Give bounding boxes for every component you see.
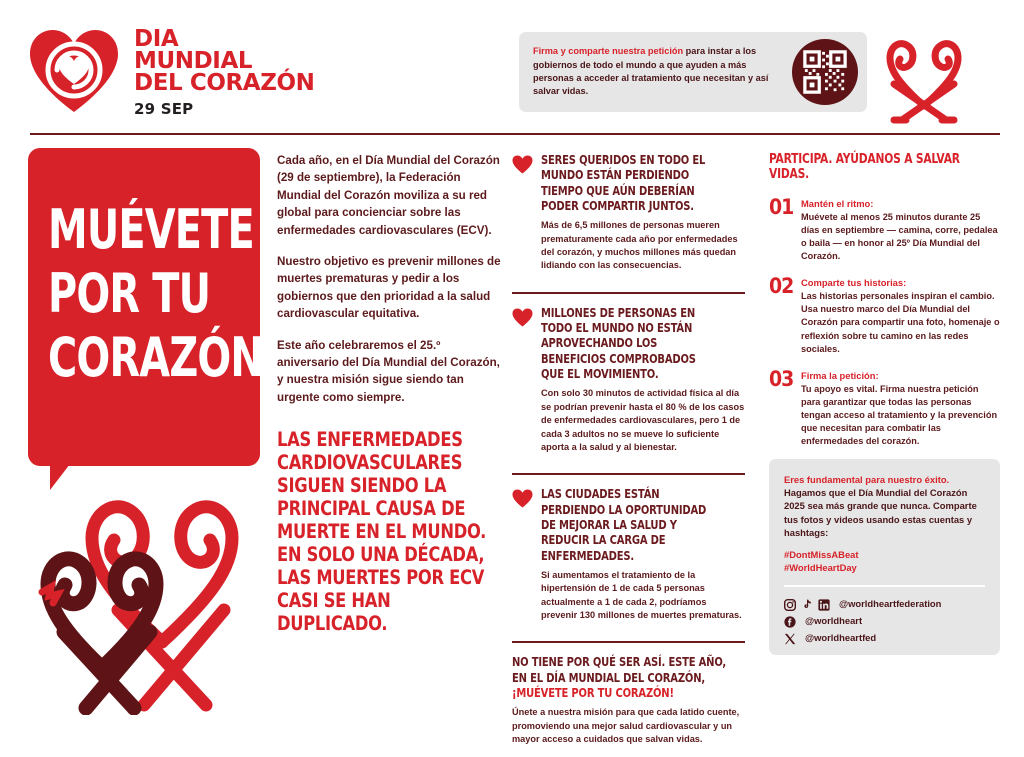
step-item xyxy=(769,274,1000,356)
bubble-tail xyxy=(50,464,70,490)
fact-divider xyxy=(512,473,745,475)
petition-banner[interactable] xyxy=(519,32,867,112)
social-handle[interactable]: @worldheartfed xyxy=(805,632,877,644)
logo-line-2: MUNDIAL xyxy=(134,48,253,74)
brand-logo xyxy=(28,24,315,118)
heart-icon xyxy=(512,155,533,174)
linkedin-icon[interactable] xyxy=(818,598,830,610)
step-number: 02 xyxy=(769,274,794,299)
social-handle[interactable]: @worldheart xyxy=(805,615,863,627)
intro-headline: LAS ENFERMEDADES CARDIOVASCULARES SIGUEN SIENDO LA PRINCIPAL CAUSA DE MUERTE EN EL MUNDO. EN SOLO UNA DÉCADA, LAS MUERTES POR ECV CASI SE HAN DUPLICADO. xyxy=(277,428,487,636)
heart-icon xyxy=(512,308,533,327)
facts-column xyxy=(512,152,745,757)
fact-divider xyxy=(512,292,745,294)
fact-item xyxy=(512,486,745,632)
share-lead: Eres fundamental para nuestro éxito. xyxy=(784,474,950,485)
fact-body: Más de 6,5 millones de personas mueren prematuramente cada año por enfermedades del corazón, y muchos millones más quedan lidiando con las consecuencias. xyxy=(541,220,738,271)
step-item xyxy=(769,367,1000,449)
fact-item xyxy=(512,305,745,465)
fact-heading: MILLONES DE PERSONAS EN TODO EL MUNDO NO ESTÁN APROVECHANDO LOS BENEFICIOS COMPROBADOS QUE EL MOVIMIENTO. xyxy=(541,304,696,381)
step-text: Las historias personales inspiran el cambio. Usa nuestro marco del Día Mundial del Corazón para compartir una foto, homenaje o reflexión sobre tu camino en las redes sociales. xyxy=(801,291,1000,354)
logo-line-3: DEL CORAZÓN xyxy=(134,70,315,96)
instagram-icon[interactable] xyxy=(784,598,796,610)
double-heart-scribble-icon xyxy=(872,28,976,128)
fact-body: Si aumentamos el tratamiento de la hipertensión de 1 de cada 5 personas actualmente a 1 de cada 2, podríamos prevenir 130 millones de muertes prematuras. xyxy=(541,569,742,621)
fact-item xyxy=(512,152,745,283)
closing-heading xyxy=(512,654,744,700)
intro-column xyxy=(277,152,505,635)
intro-paragraph-3: Este año celebraremos el 25.º aniversario del Día Mundial del Corazón, y nuestra misión sigue siendo tan urgente como siempre. xyxy=(277,338,500,404)
step-number: 01 xyxy=(769,195,794,219)
page-header xyxy=(0,0,1024,134)
x-twitter-icon[interactable] xyxy=(784,632,796,644)
step-text: Tu apoyo es vital. Firma nuestra petición para garantizar que todas las personas tengan acceso al tratamiento y la prevención que necesitan para combatir las enfermedades del corazón. xyxy=(801,383,998,447)
bubble-headline: MUÉVETE POR TU CORAZÓN xyxy=(48,198,263,389)
facebook-icon[interactable] xyxy=(784,615,796,627)
fact-heading: SERES QUERIDOS EN TODO EL MUNDO ESTÁN PERDIENDO TIEMPO QUE AÚN DEBERÍAN PODER COMPARTIR JUNTOS. xyxy=(541,152,706,213)
header-divider xyxy=(30,133,1000,135)
social-row[interactable] xyxy=(784,632,985,644)
step-heading: Mantén el ritmo: xyxy=(801,198,874,209)
closing-heading-plain: NO TIENE POR QUÉ SER ASÍ. ESTE AÑO, EN EL DÍA MUNDIAL DEL CORAZÓN, xyxy=(512,654,727,685)
hashtag-dontmissabeat[interactable]: #DontMissABeat xyxy=(784,549,859,561)
fact-heading: LAS CIUDADES ESTÁN PERDIENDO LA OPORTUNIDAD DE MEJORAR LA SALUD Y REDUCIR LA CARGA DE ENFERMEDADES. xyxy=(541,486,707,563)
social-row[interactable] xyxy=(784,615,985,627)
intro-paragraph-2: Nuestro objetivo es prevenir millones de muertes prematuras y pedir a los gobiernos que den prioridad a la salud cardiovascular equitativa. xyxy=(277,255,501,321)
step-text: Muévete al menos 25 minutos durante 25 días en septiembre — camina, corre, pedalea o baila — en honor al 25º Día Mundial del Corazón. xyxy=(801,211,998,262)
step-heading: Comparte tus historias: xyxy=(801,277,907,289)
social-row[interactable] xyxy=(784,598,985,610)
fact-divider xyxy=(512,641,745,643)
petition-text xyxy=(519,45,792,99)
logo-date: 29 SEP xyxy=(134,100,194,118)
social-handle[interactable]: @worldheartfederation xyxy=(839,598,942,610)
qr-code-icon[interactable] xyxy=(792,39,858,105)
fact-body: Con solo 30 minutos de actividad física al día se podrían prevenir hasta el 80 % de los casos de enfermedades cardiovasculares, pero 1 de cada 3 adultos no se mueve lo suficiente aporta a la salud y al bienestar. xyxy=(541,388,745,452)
petition-lead: Firma y comparte nuestra petición xyxy=(533,46,684,57)
two-people-hearts-icon xyxy=(34,490,260,715)
hashtag-worldheartday[interactable]: #WorldHeartDay xyxy=(784,562,857,574)
tiktok-icon[interactable] xyxy=(801,598,813,610)
heart-icon xyxy=(512,489,533,508)
speech-bubble xyxy=(28,148,263,466)
closing-body: Únete a nuestra misión para que cada latido cuente, promoviendo una mejor salud cardiovascular y un mayor acceso a cuidados que salvan vidas. xyxy=(512,707,740,745)
intro-paragraph-1: Cada año, en el Día Mundial del Corazón (29 de septiembre), la Federación Mundial del Corazón moviliza a su red global para concienciar sobre las enfermedades cardiovasculares (ECV). xyxy=(277,154,500,237)
participate-column xyxy=(769,152,1000,463)
left-column xyxy=(28,148,263,466)
closing-heading-red: ¡MUÉVETE POR TU CORAZÓN! xyxy=(512,685,674,701)
logo-line-1: DIA xyxy=(134,26,179,52)
heart-pulse-logo-icon xyxy=(28,28,120,114)
step-heading: Firma la petición: xyxy=(801,370,879,382)
closing-item xyxy=(512,654,745,756)
petition-rest: para instar a los gobiernos de todo el mundo a que ayuden a más personas a acceder al tratamiento que necesitan y así salvar vidas. xyxy=(533,46,769,97)
share-text: Hagamos que el Día Mundial del Corazón 2025 sea más grande que nunca. Comparte tus fotos y videos usando estas cuentas y hashtags: xyxy=(784,487,977,538)
participate-title: PARTICIPA. AYÚDANOS A SALVAR VIDAS. xyxy=(769,152,960,182)
step-number: 03 xyxy=(769,367,794,392)
social-links xyxy=(769,587,1000,644)
step-item xyxy=(769,195,1000,263)
share-box xyxy=(769,459,1000,655)
